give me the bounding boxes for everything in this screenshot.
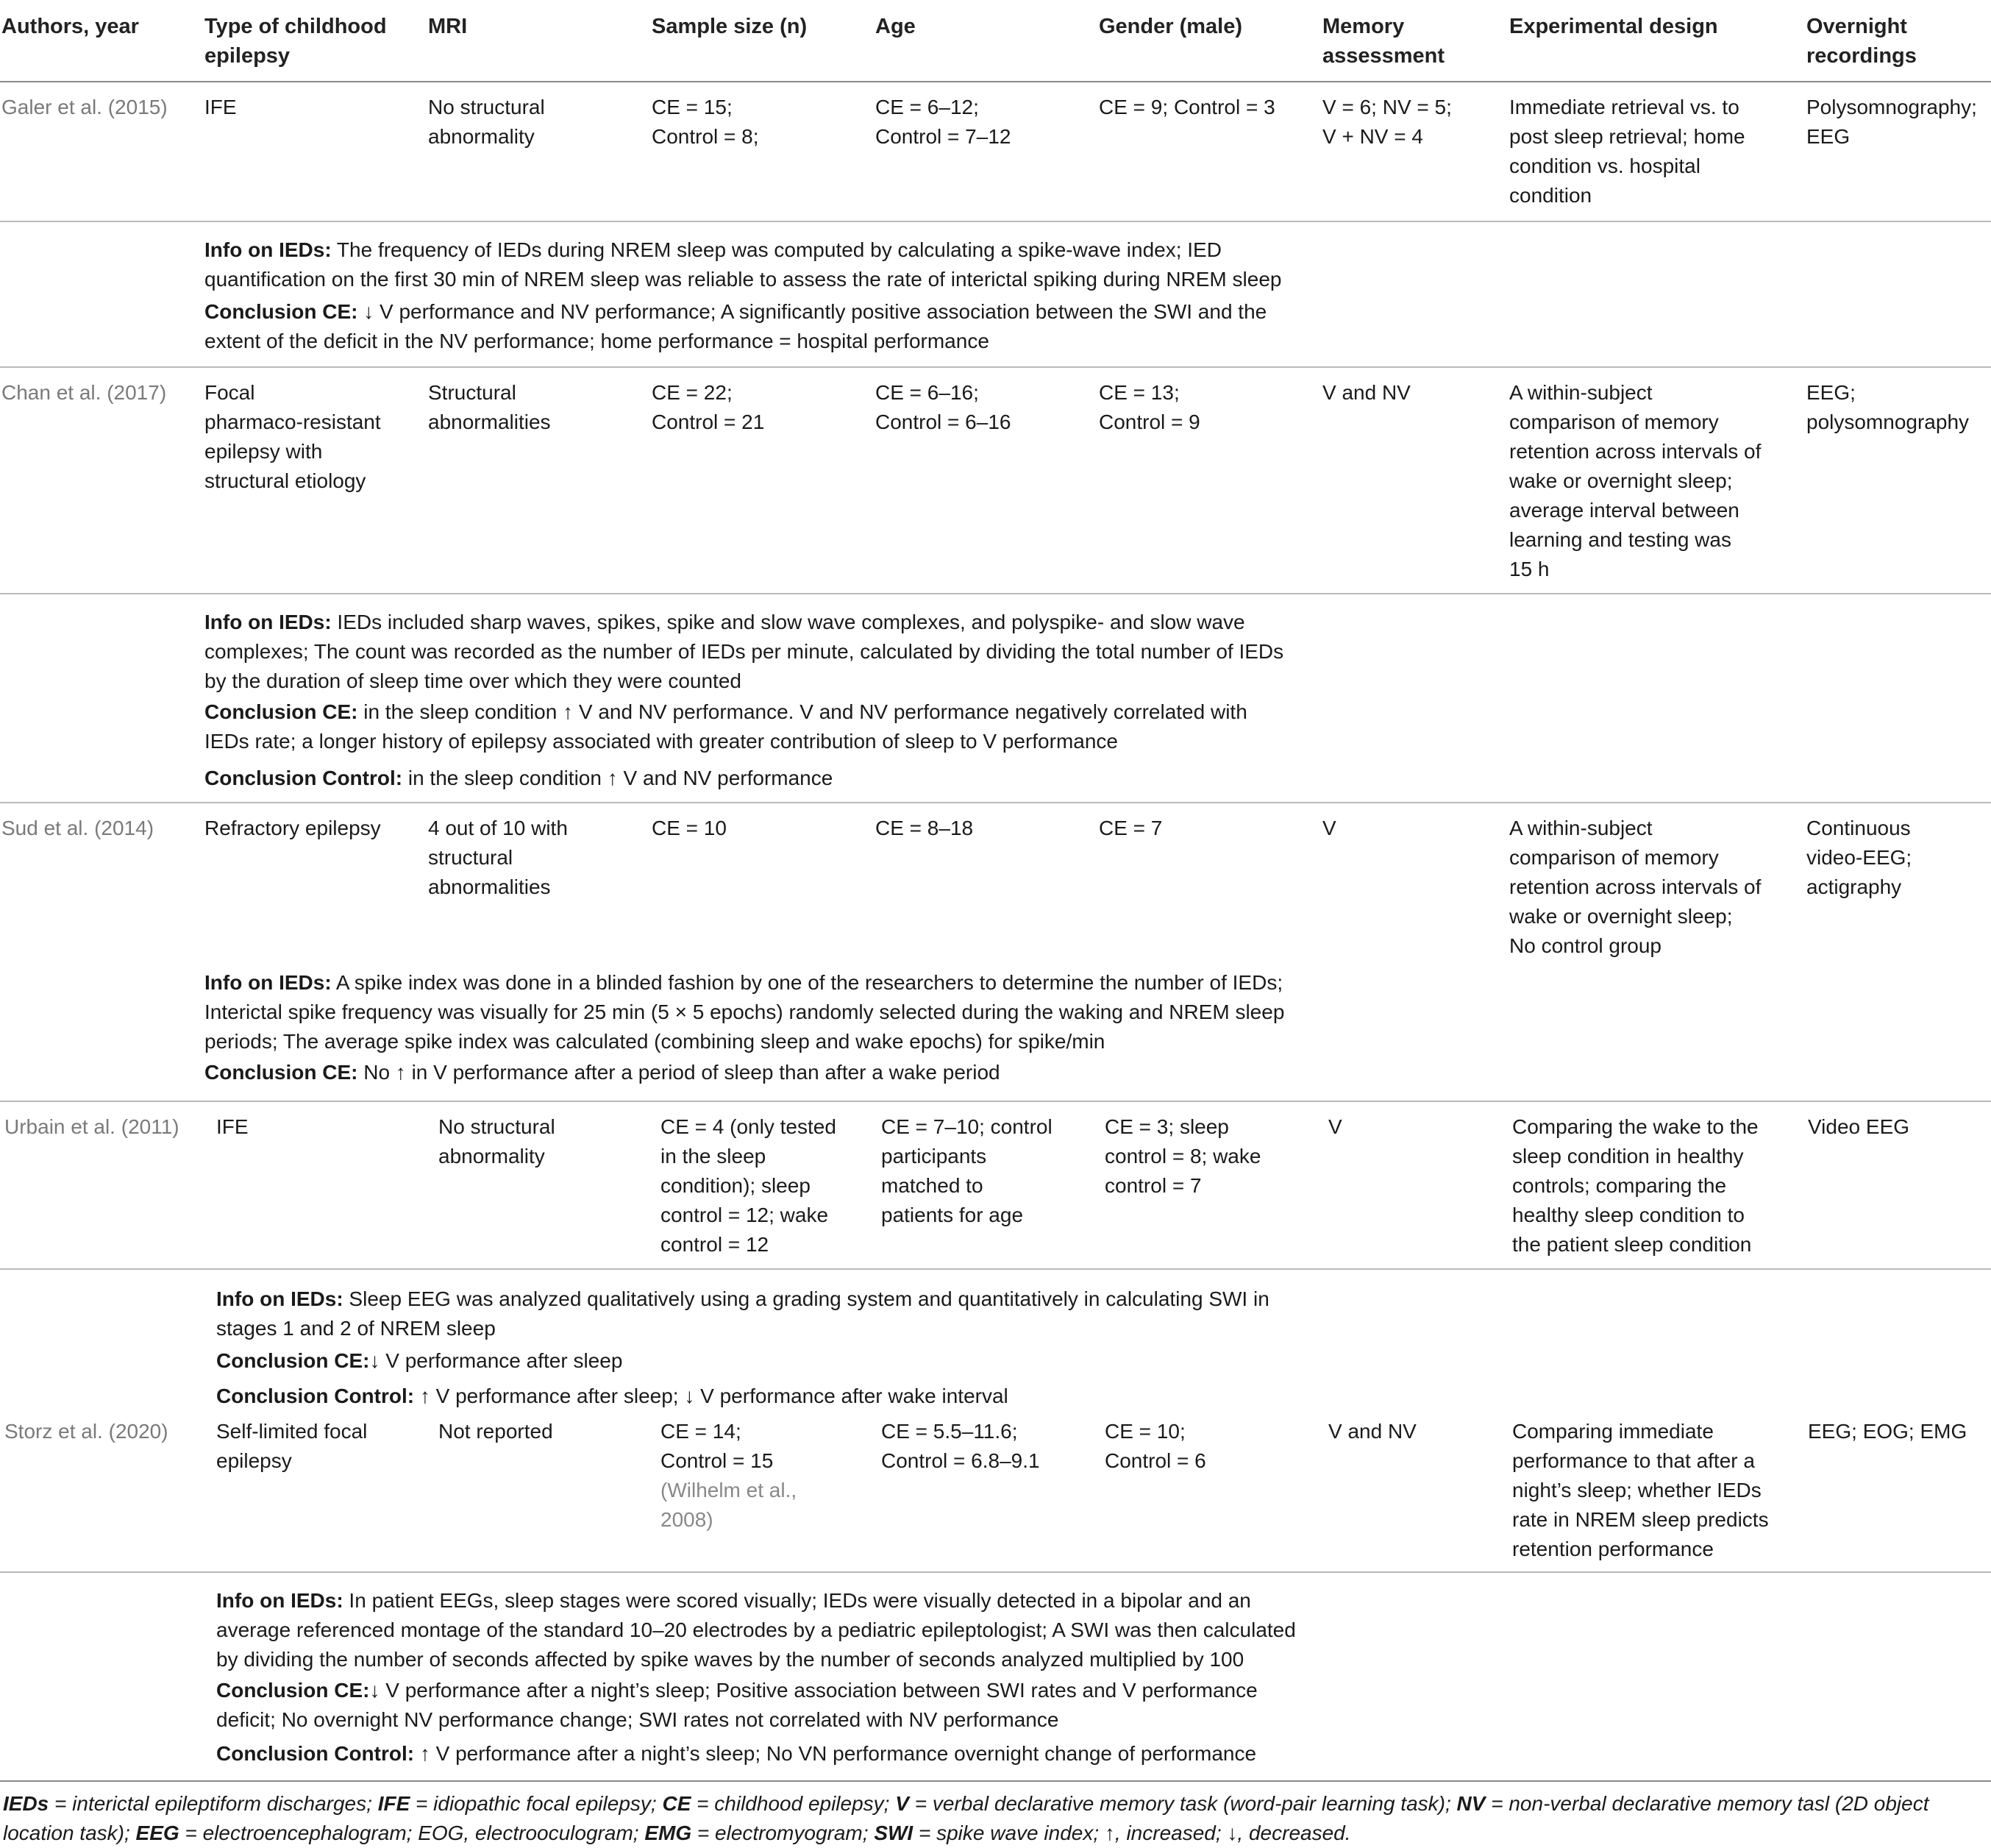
note-label: Conclusion CE: [204,300,358,323]
cell-memory: V and NV [1328,1420,1417,1443]
cell-type: IFE [216,1115,249,1138]
note-line [216,1586,1251,1616]
footnote-text: = electromyogram; [691,1822,875,1844]
cell-design: condition vs. hospital [1509,154,1700,177]
cell-design: wake or overnight sleep; [1509,905,1733,928]
notes-divider [0,1571,1991,1573]
cell-type: Refractory epilepsy [204,817,381,839]
column-header: assessment [1322,44,1445,68]
cell-gender: CE = 13; [1099,381,1180,404]
cell-design: learning and testing was [1509,528,1731,551]
note-label: Info on IEDs: [204,611,332,633]
cell-design: the patient sleep condition [1512,1233,1752,1256]
footnote-abbrev: EEG [135,1822,179,1844]
cell-gender: CE = 10; [1105,1420,1186,1443]
note-text: quantification on the first 30 min of NREM sleep was reliable to assess the rate of interictal spiking during NREM sleep [204,268,1282,291]
cell-sample: condition); sleep [660,1174,811,1197]
note-text: by the duration of sleep time over which they were counted [204,669,741,692]
row-divider [0,1101,1991,1102]
note-label: Conclusion CE: [204,1061,358,1084]
cell-gender: CE = 3; sleep [1105,1115,1229,1138]
cell-design: post sleep retrieval; home [1509,125,1745,148]
note-label: Conclusion Control: [216,1742,415,1765]
footnote-text: = verbal declarative memory task (word-pair learning task); [908,1792,1457,1815]
cell-overnight: video-EEG; [1806,846,1912,869]
cell-mri: Not reported [438,1420,553,1443]
cell-age: matched to [881,1174,983,1197]
cell-design: average interval between [1509,499,1739,522]
column-header: Experimental design [1509,15,1718,38]
column-header: epilepsy [204,44,291,68]
note-label: Conclusion CE: [204,700,358,723]
cell-overnight: EEG; [1806,381,1856,404]
cell-mri: No structural [438,1115,555,1138]
note-label: Info on IEDs: [216,1589,343,1612]
cell-design: rate in NREM sleep predicts [1512,1508,1769,1531]
cell-sample: in the sleep [660,1145,766,1168]
column-header: recordings [1806,44,1917,68]
note-text: ↑ V performance after a night’s sleep; No VN performance overnight change of performance [414,1742,1257,1765]
cell-age: CE = 7–10; control [881,1115,1053,1138]
cell-sample: CE = 14; [660,1420,741,1443]
cell-design: night’s sleep; whether IEDs [1512,1479,1762,1502]
cell-design: Immediate retrieval vs. to [1509,96,1739,118]
note-text: ↑ V performance after sleep; ↓ V performance after wake interval [414,1385,1008,1407]
footnote-text: = non-verbal declarative memory tasl (2D object [1485,1792,1929,1815]
footnote-abbrev: EMG [644,1822,692,1844]
cell-type: Focal [204,381,255,404]
cell-sample: CE = 4 (only tested [660,1115,836,1138]
cell-type: epilepsy [216,1449,292,1472]
notes-divider [0,1268,1991,1270]
cell-mri: 4 out of 10 with [428,817,568,839]
note-label: Conclusion Control: [216,1385,415,1407]
table-bottom-rule [0,1780,1991,1782]
cell-design: sleep condition in healthy [1512,1145,1744,1168]
column-header: Gender (male) [1099,15,1242,38]
cell-type: epilepsy with [204,440,323,463]
cell-memory: V + NV = 4 [1322,125,1423,148]
cell-design: healthy sleep condition to [1512,1204,1745,1226]
note-text: ↓ V performance and NV performance; A significantly positive association between the SWI and the [357,300,1267,323]
cell-age: CE = 5.5–11.6; [881,1420,1018,1443]
note-text: The frequency of IEDs during NREM sleep was computed by calculating a spike-wave index; IED [331,238,1222,261]
note-text: by dividing the number of seconds affected by spike waves by the number of seconds analyzed multiplied by 100 [216,1648,1244,1671]
note-line [204,1027,1105,1056]
note-line [216,1346,622,1376]
cell-design: Comparing the wake to the [1512,1115,1759,1138]
cell-sample: CE = 22; [652,381,733,404]
note-label: Conclusion Control: [204,767,403,789]
cell-design: condition [1509,184,1592,207]
column-header: Overnight [1806,15,1907,38]
cell-sample: control = 12 [660,1233,769,1256]
column-header: Type of childhood [204,15,387,38]
row-divider [0,366,1991,368]
cell-gender: Control = 9 [1099,411,1200,433]
note-line [204,297,1267,327]
cell-design: wake or overnight sleep; [1509,469,1733,492]
cell-sample: Control = 21 [652,411,765,433]
footnote-line [3,1819,1351,1848]
footnote-text: = childhood epilepsy; [691,1792,896,1815]
note-text: average referenced montage of the standard 10–20 electrodes by a pediatric epileptologist; A SWI was then calculated [216,1618,1296,1641]
footnote-abbrev: V [895,1792,909,1815]
note-text: Sleep EEG was analyzed qualitatively using a grading system and quantitatively in calculating SWI in [343,1287,1269,1310]
cell-overnight: EEG; EOG; EMG [1808,1420,1967,1443]
note-label: Conclusion CE: [216,1349,370,1372]
note-label: Info on IEDs: [216,1287,343,1310]
note-text: ↓ V performance after a night’s sleep; Positive association between SWI rates and V performance [369,1679,1258,1702]
note-line [204,265,1281,294]
note-text: In patient EEGs, sleep stages were scored visually; IEDs were visually detected in a bipolar and an [343,1589,1251,1612]
note-line [216,1314,496,1343]
cell-overnight: Continuous [1806,817,1911,839]
cell-age: CE = 8–18 [875,817,974,839]
cell-type: Self-limited focal [216,1420,368,1443]
cell-gender: Control = 6 [1105,1449,1206,1472]
cell-gender: CE = 7 [1099,817,1163,839]
cell-age: CE = 6–12; [875,96,979,118]
note-line [204,327,989,356]
note-text: extent of the deficit in the NV performance; home performance = hospital performance [204,330,989,352]
note-line [204,667,741,696]
note-label: Conclusion CE: [216,1679,370,1702]
note-line [216,1284,1269,1314]
cell-sample: CE = 10 [652,817,727,839]
note-line [204,968,1283,998]
note-line [216,1705,1058,1735]
column-header: Authors, year [1,15,139,38]
cell-memory: V and NV [1322,381,1411,404]
note-text: A spike index was done in a blinded fashion by one of the researchers to determine the number of IEDs; [331,971,1283,994]
cell-age: patients for age [881,1204,1024,1226]
column-header: MRI [428,15,468,38]
cell-author: Storz et al. (2020) [4,1420,168,1443]
cell-design: A within-subject [1509,381,1653,404]
note-line [216,1616,1296,1645]
row-divider [0,802,1991,803]
note-line [204,727,1118,756]
cell-mri: abnormality [428,125,535,148]
cell-design: retention across intervals of [1509,875,1762,898]
cell-type: IFE [204,96,237,118]
cell-design: Comparing immediate [1512,1420,1714,1443]
note-text: Interictal spike frequency was visually for 25 min (5 × 5 epochs) randomly selected during the waking and NREM sleep [204,1001,1285,1023]
note-text: in the sleep condition ↑ V and NV performance [402,767,833,789]
cell-memory: V [1328,1115,1342,1138]
cell-gender: control = 8; wake [1105,1145,1261,1168]
note-label: Info on IEDs: [204,971,332,994]
note-line [216,1645,1244,1674]
cell-sample: Control = 15 [660,1449,774,1472]
cell-mri: abnormalities [428,411,551,433]
footnote-abbrev: IFE [377,1792,410,1815]
citation-link[interactable]: 2008) [660,1508,713,1531]
cell-mri: No structural [428,96,545,118]
cell-mri: structural [428,846,513,869]
cell-age: Control = 6.8–9.1 [881,1449,1040,1472]
cell-author: Chan et al. (2017) [1,381,167,404]
notes-divider [0,221,1991,222]
cell-design: comparison of memory [1509,846,1719,869]
note-text: No ↑ in V performance after a period of sleep than after a wake period [357,1061,1000,1084]
note-label: Info on IEDs: [204,238,332,261]
footnote-abbrev: CE [662,1792,691,1815]
cell-mri: Structural [428,381,516,404]
cell-design: retention across intervals of [1509,440,1762,463]
note-line [204,998,1284,1027]
column-header: Age [875,15,916,38]
note-text: periods; The average spike index was calculated (combining sleep and wake epochs) for spike/min [204,1030,1105,1053]
note-text: in the sleep condition ↑ V and NV performance. V and NV performance negatively correlated with [357,700,1247,723]
cell-design: retention performance [1512,1538,1714,1560]
cell-author: Galer et al. (2015) [1,96,168,118]
note-text: IEDs included sharp waves, spikes, spike and slow wave complexes, and polyspike- and slow wave [331,611,1245,633]
cell-mri: abnormalities [428,875,551,898]
cell-memory: V = 6; NV = 5; [1322,96,1452,118]
cell-design: performance to that after a [1512,1449,1755,1472]
cell-sample: control = 12; wake [660,1204,829,1226]
cell-gender: CE = 9; Control = 3 [1099,96,1275,118]
footnote-abbrev: NV [1456,1792,1486,1815]
cell-design: controls; comparing the [1512,1174,1727,1197]
citation-link[interactable]: (Wilhelm et al., [660,1479,797,1502]
cell-overnight: EEG [1806,125,1851,148]
note-text: IEDs rate; a longer history of epilepsy associated with greater contribution of sleep to V performance [204,730,1118,753]
footnote-text: = idiopathic focal epilepsy; [410,1792,663,1815]
cell-overnight: Polysomnography; [1806,96,1977,118]
cell-age: participants [881,1145,987,1168]
note-line [216,1739,1256,1769]
cell-age: Control = 6–16 [875,411,1011,433]
column-header: Memory [1322,15,1405,38]
footnote-text: location task); [3,1822,136,1844]
cell-age: CE = 6–16; [875,381,979,404]
note-text: stages 1 and 2 of NREM sleep [216,1317,496,1340]
cell-overnight: polysomnography [1806,411,1970,433]
note-text: ↓ V performance after sleep [369,1349,623,1372]
note-line [216,1676,1258,1705]
column-header: Sample size (n) [652,15,808,38]
header-divider [0,81,1991,82]
footnote-line [3,1789,1929,1819]
footnote-abbrev: IEDs [3,1792,49,1815]
cell-type: pharmaco-resistant [204,411,381,433]
note-line [216,1382,1008,1411]
note-line [204,1058,1000,1087]
note-line [204,764,833,793]
cell-design: No control group [1509,934,1662,957]
cell-memory: V [1322,817,1336,839]
footnote-text: = spike wave index; ↑, increased; ↓, decreased. [913,1822,1351,1844]
note-line [204,235,1222,265]
cell-design: A within-subject [1509,817,1653,839]
footnote-text: = electroencephalogram; EOG, electrooculogram; [179,1822,645,1844]
note-text: deficit; No overnight NV performance change; SWI rates not correlated with NV performance [216,1708,1059,1731]
note-line [204,608,1245,637]
cell-type: structural etiology [204,469,366,492]
note-line [204,697,1247,727]
cell-sample: CE = 15; [652,96,733,118]
cell-gender: control = 7 [1105,1174,1202,1197]
cell-sample: Control = 8; [652,125,759,148]
footnote-abbrev: SWI [874,1822,913,1844]
cell-design: comparison of memory [1509,411,1719,433]
notes-divider [0,593,1991,594]
cell-author: Urbain et al. (2011) [4,1115,179,1138]
note-text: complexes; The count was recorded as the number of IEDs per minute, calculated by dividing the total number of IEDs [204,640,1284,663]
cell-author: Sud et al. (2014) [1,817,154,839]
cell-age: Control = 7–12 [875,125,1011,148]
cell-design: 15 h [1509,558,1550,580]
cell-mri: abnormality [438,1145,545,1168]
footnote-text: = interictal epileptiform discharges; [49,1792,378,1815]
note-line [204,637,1283,667]
cell-overnight: actigraphy [1806,875,1902,898]
cell-overnight: Video EEG [1808,1115,1910,1138]
